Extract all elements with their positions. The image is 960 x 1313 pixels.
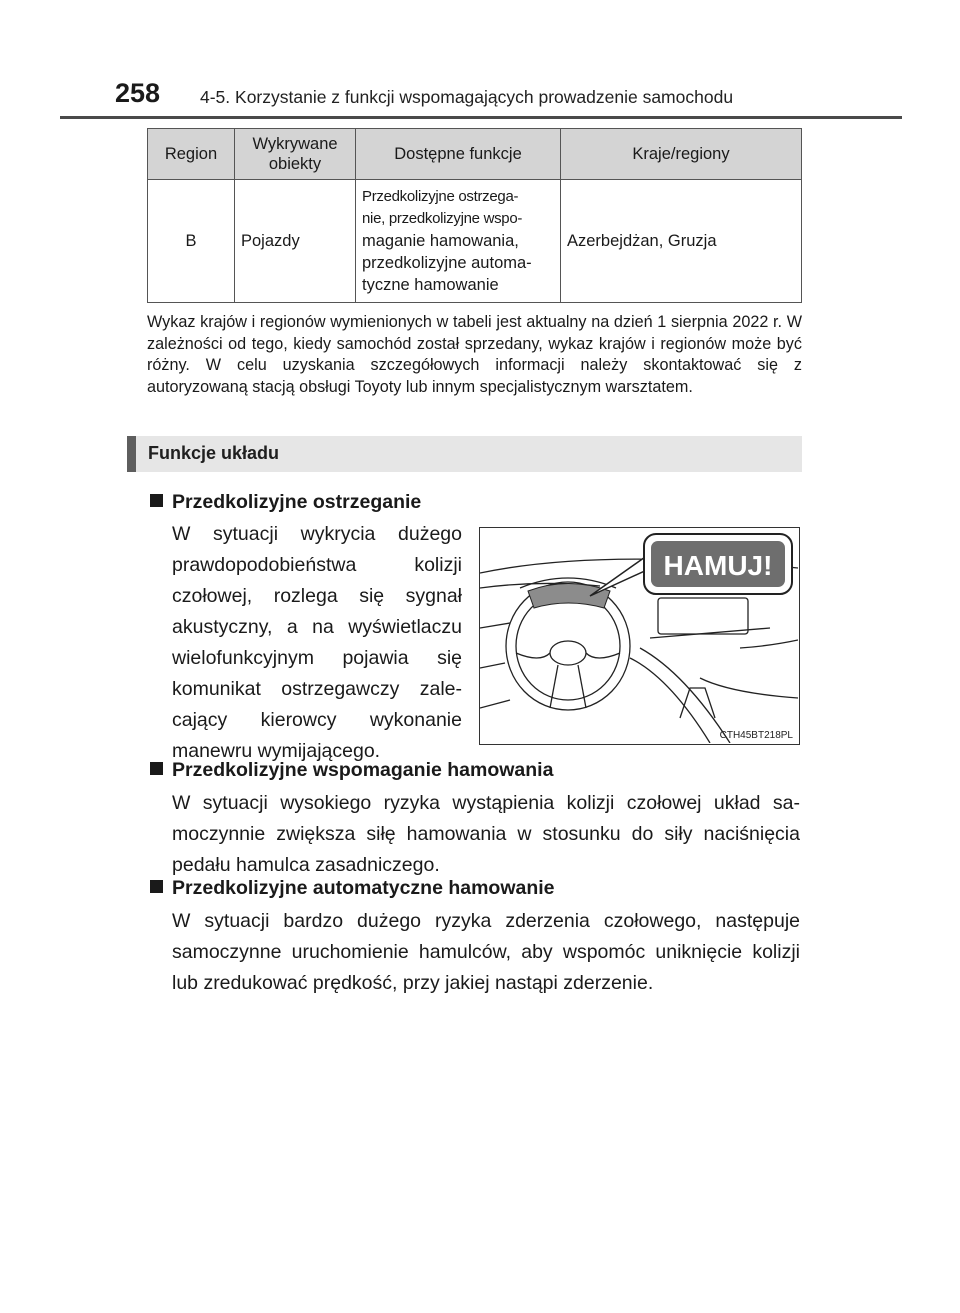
- item-title: Przedkolizyjne wspomaganie hamowania: [172, 759, 554, 781]
- item-title: Przedkolizyjne automatyczne hamowanie: [172, 877, 555, 899]
- table-note: Wykaz krajów i regionów wymienionych w tabeli jest aktualny na dzień 1 sierpnia 2022 r. W zależności od tego, kiedy samochód został sprzedany, wykaz krajów i regionów może być różny. W celu uzyskania szczegółowych informacji należy skontaktować się z autoryzowaną stacją obsługi Toyoty lub innym specjalistycznym warsztatem.: [147, 313, 802, 396]
- item-body: W sytuacji bardzo dużego ryzyka zderzenia czołowego, następuje samoczynne uruchomienie hamulców, aby wspomóc uniknięcie kolizji lub zredukować prędkość, przy jakiej nastąpi zderzenie.: [172, 910, 800, 994]
- dashboard-drawing: [480, 528, 798, 743]
- section-heading: [127, 436, 802, 472]
- dashboard-illustration: [479, 527, 800, 745]
- warning-message: HAMUJ!: [663, 550, 773, 581]
- item-heading: [150, 491, 421, 514]
- col-header-countries: Kraje/regiony: [561, 129, 802, 180]
- functions-line: nie, przedkolizyjne wspo-: [362, 210, 523, 227]
- item-title: Przedkolizyjne ostrzeganie: [172, 491, 422, 513]
- col-header-functions: Dostępne funkcje: [356, 129, 561, 180]
- functions-line: przedkolizyjne automa-: [362, 254, 532, 272]
- square-bullet-icon: [150, 762, 163, 775]
- functions-line: tyczne hamowanie: [362, 276, 499, 294]
- page-header: [60, 78, 902, 119]
- item-body: W sytuacji wysokiego ryzyka wystąpienia kolizji czołowej układ sa-moczynnie zwiększa siłę hamowania w stosunku do siły naciśnięcia pedału hamulca zasadniczego.: [172, 792, 800, 876]
- cell-functions: [356, 180, 561, 303]
- figure-code: CTH45BT218PL: [719, 730, 793, 741]
- cell-region: B: [148, 180, 235, 303]
- item-body: W sytuacji wykrycia dużego prawdopodobieństwa kolizji czołowej, rozlega się sygnał akustyczny, a na wyświetlaczu wielofunkcyjnym pojawia się komunikat ostrzegawczy zale-cający kierowcy wykonanie manewru wymijającego.: [172, 523, 462, 762]
- cell-countries: Azerbejdżan, Gruzja: [561, 180, 802, 303]
- table-header-row: [148, 129, 802, 180]
- col-header-objects: Wykrywane obiekty: [235, 129, 356, 180]
- regions-table: [147, 128, 802, 303]
- functions-line: maganie hamowania,: [362, 232, 519, 250]
- section-title: Funkcje układu: [148, 443, 280, 463]
- item-heading: [150, 759, 553, 782]
- table-row: [148, 180, 802, 303]
- square-bullet-icon: [150, 880, 163, 893]
- item-heading: [150, 877, 555, 900]
- page-number: 258: [115, 78, 161, 108]
- col-header-region: Region: [148, 129, 235, 180]
- square-bullet-icon: [150, 494, 163, 507]
- cell-objects: Pojazdy: [235, 180, 356, 303]
- chapter-title: 4-5. Korzystanie z funkcji wspomagających prowadzenie samochodu: [200, 87, 734, 107]
- functions-line: Przedkolizyjne ostrzega-: [362, 188, 519, 205]
